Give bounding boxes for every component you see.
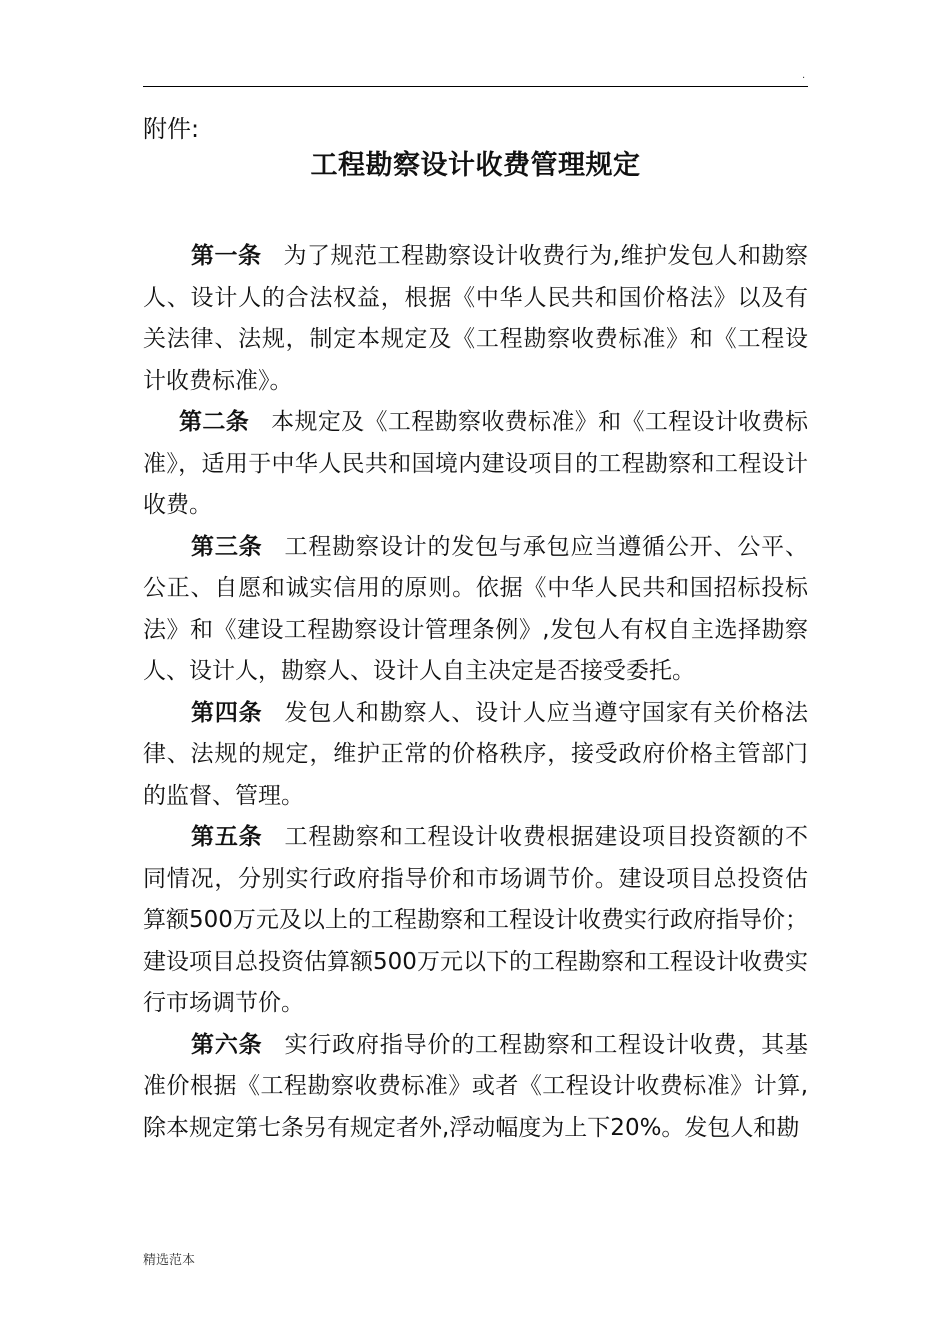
article-1 bbox=[143, 236, 808, 402]
header-rule bbox=[143, 86, 808, 87]
document-body bbox=[143, 236, 808, 1149]
article-number: 第六条 bbox=[191, 1031, 263, 1058]
article-text: 工程勘察和工程设计收费根据建设项目投资额的不同情况，分别实行政府指导价和市场调节价。建设项目总投资估算额500万元及以上的工程勘察和工程设计收费实行政府指导价；建设项目总投资估算额500万元以下的工程勘察和工程设计收费实行市场调节价。 bbox=[143, 824, 808, 1016]
article-text: 发包人和勘察人、设计人应当遵守国家有关价格法律、法规的规定，维护正常的价格秩序，接受政府价格主管部门的监督、管理。 bbox=[143, 699, 808, 809]
article-number: 第二条 bbox=[179, 409, 250, 435]
article-text: 工程勘察设计的发包与承包应当遵循公开、公平、公正、自愿和诚实信用的原则。依据《中华人民共和国招标投标法》和《建设工程勘察设计管理条例》,发包人有权自主选择勘察人、设计人，勘察人、设计人自主决定是否接受委托。 bbox=[143, 533, 808, 684]
article-5 bbox=[143, 817, 808, 1025]
attachment-label: 附件: bbox=[143, 115, 200, 143]
article-text: 本规定及《工程勘察收费标准》和《工程设计收费标准》，适用于中华人民共和国境内建设项目的工程勘察和工程设计收费。 bbox=[143, 409, 809, 518]
article-number: 第五条 bbox=[191, 824, 263, 850]
header-mark: . bbox=[802, 70, 806, 81]
article-3 bbox=[143, 527, 808, 693]
article-4 bbox=[143, 693, 808, 818]
article-number: 第三条 bbox=[191, 533, 263, 560]
article-text: 为了规范工程勘察设计收费行为,维护发包人和勘察人、设计人的合法权益，根据《中华人民共和国价格法》以及有关法律、法规，制定本规定及《工程勘察收费标准》和《工程设计收费标准》。 bbox=[143, 243, 809, 394]
article-6 bbox=[143, 1025, 808, 1150]
document-title: 工程勘察设计收费管理规定 bbox=[310, 150, 641, 181]
article-number: 第四条 bbox=[191, 699, 263, 726]
article-text: 实行政府指导价的工程勘察和工程设计收费，其基准价根据《工程勘察收费标准》或者《工程设计收费标准》计算,除本规定第七条另有规定者外,浮动幅度为上下20%。发包人和勘 bbox=[143, 1031, 808, 1141]
footer-label: 精选范本 bbox=[143, 1253, 196, 1268]
article-number: 第一条 bbox=[191, 243, 262, 269]
article-2 bbox=[143, 402, 808, 527]
